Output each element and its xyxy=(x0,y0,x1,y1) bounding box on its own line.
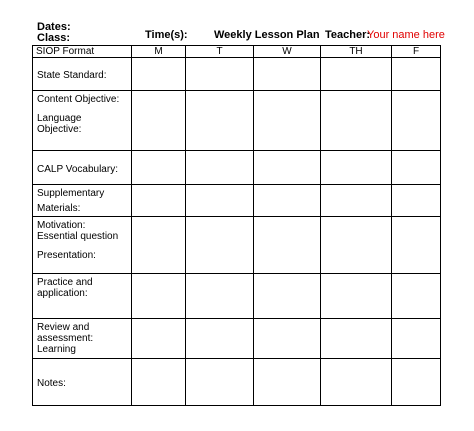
row-label-calp-vocabulary: CALP Vocabulary: xyxy=(33,151,132,185)
cell-t[interactable] xyxy=(186,274,254,319)
row-label-practice-application: Practice and application: xyxy=(33,274,132,319)
cell-w[interactable] xyxy=(254,185,321,217)
cell-w[interactable] xyxy=(254,217,321,274)
page-title: Weekly Lesson Plan xyxy=(214,29,320,41)
row-label-notes: Notes: xyxy=(33,359,132,406)
day-header-wednesday: W xyxy=(254,46,321,58)
cell-m[interactable] xyxy=(132,359,186,406)
cell-f[interactable] xyxy=(392,151,441,185)
cell-w[interactable] xyxy=(254,319,321,359)
day-header-tuesday: T xyxy=(186,46,254,58)
cell-w[interactable] xyxy=(254,151,321,185)
times-label: Time(s): xyxy=(145,29,188,41)
cell-w[interactable] xyxy=(254,58,321,91)
table-row xyxy=(33,319,441,359)
cell-t[interactable] xyxy=(186,359,254,406)
cell-th[interactable] xyxy=(321,319,392,359)
cell-m[interactable] xyxy=(132,319,186,359)
cell-t[interactable] xyxy=(186,151,254,185)
cell-f[interactable] xyxy=(392,217,441,274)
cell-th[interactable] xyxy=(321,91,392,151)
table-row xyxy=(33,217,441,274)
siop-format-header: SIOP Format xyxy=(33,46,132,58)
cell-m[interactable] xyxy=(132,151,186,185)
cell-m[interactable] xyxy=(132,274,186,319)
cell-f[interactable] xyxy=(392,185,441,217)
cell-th[interactable] xyxy=(321,185,392,217)
cell-t[interactable] xyxy=(186,91,254,151)
dates-label: Dates: xyxy=(37,21,71,33)
cell-th[interactable] xyxy=(321,359,392,406)
table-header-row xyxy=(33,46,441,58)
cell-t[interactable] xyxy=(186,319,254,359)
cell-th[interactable] xyxy=(321,151,392,185)
cell-t[interactable] xyxy=(186,185,254,217)
table-row xyxy=(33,58,441,91)
class-label: Class: xyxy=(37,32,71,44)
row-label-objectives: Content Objective: Language Objective: xyxy=(33,91,132,151)
row-label-review-assessment: Review and assessment: Learning xyxy=(33,319,132,359)
cell-t[interactable] xyxy=(186,58,254,91)
table-row xyxy=(33,91,441,151)
cell-th[interactable] xyxy=(321,217,392,274)
row-label-supplementary-materials: Supplementary Materials: xyxy=(33,185,132,217)
day-header-monday: M xyxy=(132,46,186,58)
cell-f[interactable] xyxy=(392,274,441,319)
table-row xyxy=(33,151,441,185)
cell-m[interactable] xyxy=(132,185,186,217)
day-header-friday: F xyxy=(392,46,441,58)
cell-w[interactable] xyxy=(254,91,321,151)
cell-m[interactable] xyxy=(132,91,186,151)
day-header-thursday: TH xyxy=(321,46,392,58)
cell-f[interactable] xyxy=(392,91,441,151)
row-label-state-standard: State Standard: xyxy=(33,58,132,91)
cell-th[interactable] xyxy=(321,58,392,91)
row-label-motivation-presentation: Motivation: Essential question Presentation: xyxy=(33,217,132,274)
table-row xyxy=(33,274,441,319)
cell-th[interactable] xyxy=(321,274,392,319)
cell-f[interactable] xyxy=(392,58,441,91)
cell-m[interactable] xyxy=(132,217,186,274)
cell-t[interactable] xyxy=(186,217,254,274)
cell-f[interactable] xyxy=(392,359,441,406)
cell-m[interactable] xyxy=(132,58,186,91)
cell-f[interactable] xyxy=(392,319,441,359)
lesson-plan-table xyxy=(32,45,441,406)
teacher-name-field[interactable]: Your name here xyxy=(367,29,445,41)
cell-w[interactable] xyxy=(254,274,321,319)
teacher-label: Teacher: xyxy=(325,29,371,41)
cell-w[interactable] xyxy=(254,359,321,406)
table-row xyxy=(33,359,441,406)
table-row xyxy=(33,185,441,217)
